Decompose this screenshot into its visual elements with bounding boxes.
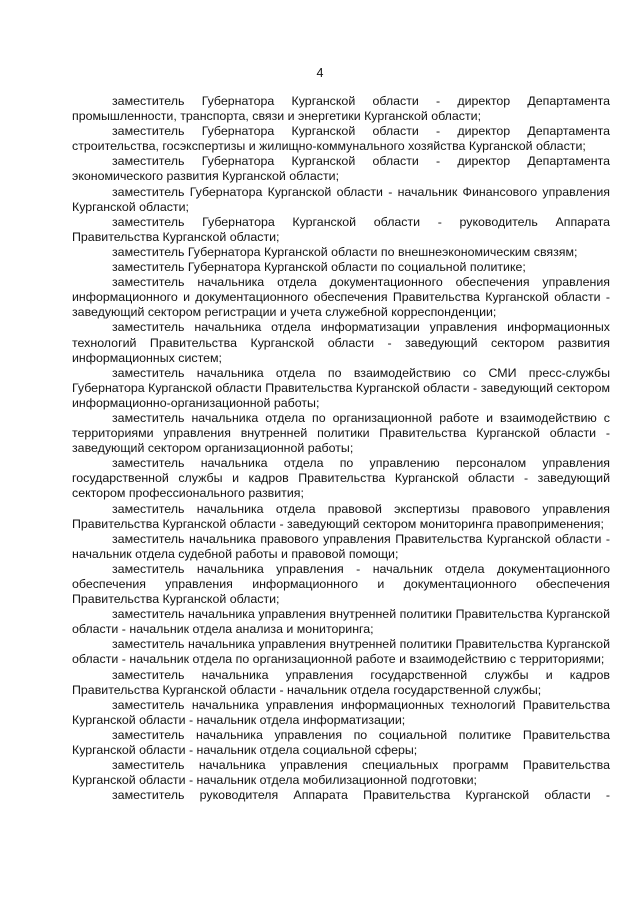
list-item-paragraph: заместитель начальника управления внутренней политики Правительства Курганской области - начальник отдела анализа и мониторинга; — [72, 607, 610, 637]
list-item-paragraph: заместитель начальника отдела правовой экспертизы правового управления Правительства Курганской области - заведующий сектором мониторинга правоприменения; — [72, 501, 610, 531]
page-number: 4 — [316, 66, 324, 80]
list-item-paragraph: заместитель Губернатора Курганской области по внешнеэкономическим связям; — [112, 244, 578, 259]
list-item-paragraph: заместитель начальника отдела информатизации управления информационных технологий Правительства Курганской области - заведующий сектором развития информационных систем; — [72, 320, 610, 365]
list-item-paragraph: заместитель начальника отдела документационного обеспечения управления информационного и документационного обеспечения Правительства Курганской области - заведующий сектором регистрации и учета служебной корреспонденции; — [72, 275, 610, 320]
list-item-paragraph: заместитель руководителя Аппарата Правительства Курганской области - — [112, 788, 610, 803]
list-item-paragraph: заместитель начальника отдела по взаимодействию со СМИ пресс-службы Губернатора Курганской области Правительства Курганской области - заведующий сектором информационно-организационной работы; — [72, 365, 610, 410]
list-item-paragraph: заместитель Губернатора Курганской области - директор Департамента экономического развития Курганской области; — [72, 154, 610, 184]
list-item-paragraph: заместитель начальника управления по социальной политике Правительства Курганской области - начальник отдела социальной сферы; — [72, 727, 610, 758]
list-item-paragraph: заместитель начальника управления государственной службы и кадров Правительства Курганской области - начальник отдела государственной службы; — [72, 667, 610, 697]
list-item-paragraph: заместитель Губернатора Курганской области по социальной политике; — [112, 260, 526, 275]
list-item-paragraph: заместитель Губернатора Курганской области - директор Департамента промышленности, транспорта, связи и энергетики Курганской области; — [72, 94, 610, 124]
list-item-paragraph: заместитель Губернатора Курганской области - директор Департамента строительства, госэкспертизы и жилищно-коммунального хозяйства Курганской области; — [72, 124, 610, 154]
list-item-paragraph: заместитель начальника правового управления Правительства Курганской области - начальник отдела судебной работы и правовой помощи; — [72, 531, 610, 561]
list-item-paragraph: заместитель Губернатора Курганской области - руководитель Аппарата Правительства Курганской области; — [72, 214, 610, 244]
list-item-paragraph: заместитель начальника управления внутренней политики Правительства Курганской области - начальник отдела по организационной работе и взаимодействию с территориями; — [72, 637, 610, 667]
list-item-paragraph: заместитель начальника управления специальных программ Правительства Курганской области - начальник отдела мобилизационной подготовки; — [72, 758, 610, 788]
list-item-paragraph: заместитель Губернатора Курганской области - начальник Финансового управления Курганской области; — [72, 184, 610, 214]
list-item-paragraph: заместитель начальника отдела по управлению персоналом управления государственной службы и кадров Правительства Курганской области - заведующий сектором профессионального развития; — [72, 456, 610, 501]
list-item-paragraph: заместитель начальника отдела по организационной работе и взаимодействию с территориями управления внутренней политики Правительства Курганской области - заведующий сектором организационной работы; — [72, 410, 610, 456]
list-item-paragraph: заместитель начальника управления информационных технологий Правительства Курганской области - начальник отдела информатизации; — [72, 697, 610, 727]
document-body — [72, 94, 610, 803]
list-item-paragraph: заместитель начальника управления - начальник отдела документационного обеспечения управления информационного и документационного обеспечения Правительства Курганской области; — [72, 561, 610, 607]
